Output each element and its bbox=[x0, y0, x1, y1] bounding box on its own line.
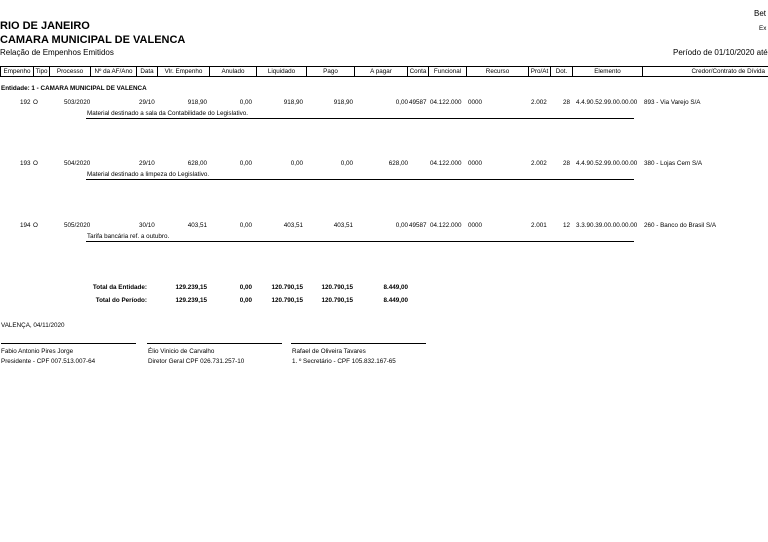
conta: 49587 bbox=[409, 99, 427, 106]
historico: Tarifa bancária ref. a outubro. bbox=[87, 233, 170, 240]
empenho: 194 bbox=[20, 222, 31, 229]
elemento: 4.4.90.52.99.00.00.00 bbox=[576, 160, 638, 167]
anulado: 0,00 bbox=[239, 222, 252, 229]
pago: 918,90 bbox=[333, 99, 353, 106]
total-liquidado: 120.790,15 bbox=[271, 284, 303, 291]
data: 30/10 bbox=[139, 222, 155, 229]
recurso: 0000 bbox=[468, 99, 483, 106]
total-anulado: 0,00 bbox=[239, 284, 252, 291]
total-vlr: 129.239,15 bbox=[175, 284, 207, 291]
signature-name: Élio Vinicio de Carvalho bbox=[148, 348, 215, 355]
period-label: Período de 01/10/2020 até bbox=[673, 48, 768, 57]
credor: 893 - Via Varejo S/A bbox=[644, 99, 701, 106]
credor: 380 - Lojas Cem S/A bbox=[644, 160, 703, 167]
col-dot: Dot. bbox=[551, 67, 573, 76]
vlr-empenho: 628,00 bbox=[187, 160, 207, 167]
row-divider bbox=[86, 179, 634, 180]
vlr-empenho: 918,90 bbox=[187, 99, 207, 106]
col-processo: Processo bbox=[50, 67, 91, 76]
total-label: Total da Entidade: bbox=[92, 284, 147, 291]
row-divider bbox=[86, 241, 634, 242]
proat: 2.002 bbox=[531, 99, 547, 106]
funcional: 04.122.000 bbox=[430, 222, 462, 229]
col-anulado: Anulado bbox=[210, 67, 257, 76]
empenho: 193 bbox=[20, 160, 31, 167]
liquidado: 0,00 bbox=[290, 160, 303, 167]
liquidado: 918,90 bbox=[283, 99, 303, 106]
signature-role: Diretor Geral CPF 026.731.257-10 bbox=[148, 358, 245, 365]
recurso: 0000 bbox=[468, 160, 483, 167]
processo: 505/2020 bbox=[64, 222, 91, 229]
col-elemento: Elemento bbox=[573, 67, 643, 76]
signature-line bbox=[1, 343, 136, 344]
col-recurso: Recurso bbox=[467, 67, 529, 76]
pago: 403,51 bbox=[333, 222, 353, 229]
dot: 28 bbox=[563, 99, 571, 106]
historico: Material destinado a sala da Contabilidade do Legislativo. bbox=[87, 110, 249, 117]
tipo: O bbox=[33, 222, 38, 229]
col-data: Data bbox=[137, 67, 158, 76]
total-vlr: 129.239,15 bbox=[175, 297, 207, 304]
column-header-row bbox=[0, 66, 768, 77]
apagar: 0,00 bbox=[395, 222, 408, 229]
total-apagar: 8.449,00 bbox=[383, 297, 408, 304]
tipo: O bbox=[33, 99, 38, 106]
col-credor: Credor/Contrato de Dívida bbox=[691, 68, 765, 75]
signature-role: 1. º Secretário - CPF 105.832.167-65 bbox=[292, 358, 396, 365]
signature-line bbox=[147, 343, 282, 344]
processo: 503/2020 bbox=[64, 99, 91, 106]
col-tipo: Tipo bbox=[34, 67, 50, 76]
apagar: 628,00 bbox=[388, 160, 408, 167]
total-label: Total do Período: bbox=[95, 297, 147, 304]
signature-role: Presidente - CPF 007.513.007-64 bbox=[1, 358, 96, 365]
total-anulado: 0,00 bbox=[239, 297, 252, 304]
apagar: 0,00 bbox=[395, 99, 408, 106]
state-title: RIO DE JANEIRO bbox=[0, 20, 90, 32]
credor: 260 - Banco do Brasil S/A bbox=[644, 222, 717, 229]
processo: 504/2020 bbox=[64, 160, 91, 167]
elemento: 3.3.90.39.00.00.00.00 bbox=[576, 222, 638, 229]
signature-line bbox=[291, 343, 426, 344]
elemento: 4.4.90.52.99.00.00.00 bbox=[576, 99, 638, 106]
col-funcional: Funcional bbox=[429, 67, 467, 76]
col-liquidado: Liquidado bbox=[257, 67, 307, 76]
dot: 28 bbox=[563, 160, 571, 167]
conta: 49587 bbox=[409, 222, 427, 229]
total-apagar: 8.449,00 bbox=[383, 284, 408, 291]
tipo: O bbox=[33, 160, 38, 167]
col-af: Nº da AF/Ano bbox=[91, 67, 137, 76]
vlr-empenho: 403,51 bbox=[187, 222, 207, 229]
total-liquidado: 120.790,15 bbox=[271, 297, 303, 304]
pago: 0,00 bbox=[340, 160, 353, 167]
col-conta: Conta bbox=[408, 67, 429, 76]
entity-title: CAMARA MUNICIPAL DE VALENCA bbox=[0, 34, 186, 46]
data: 29/10 bbox=[139, 160, 155, 167]
col-vlr-empenho: Vlr. Empenho bbox=[158, 67, 210, 76]
liquidado: 403,51 bbox=[283, 222, 303, 229]
anulado: 0,00 bbox=[239, 99, 252, 106]
historico: Material destinado a limpeza do Legislativo. bbox=[87, 171, 210, 178]
top-right-label: Bet bbox=[754, 9, 767, 18]
funcional: 04.122.000 bbox=[430, 99, 462, 106]
col-empenho: Empenho bbox=[1, 67, 34, 76]
report-title: Relação de Empenhos Emitidos bbox=[0, 48, 114, 57]
total-pago: 120.790,15 bbox=[321, 297, 353, 304]
entity-line: Entidade: 1 - CAMARA MUNICIPAL DE VALENCA bbox=[1, 85, 147, 92]
top-right-sub: Ex bbox=[759, 25, 767, 32]
recurso: 0000 bbox=[468, 222, 483, 229]
place-date: VALENÇA, 04/11/2020 bbox=[1, 322, 65, 329]
anulado: 0,00 bbox=[239, 160, 252, 167]
total-pago: 120.790,15 bbox=[321, 284, 353, 291]
row-divider bbox=[86, 118, 634, 119]
col-apagar: A pagar bbox=[355, 67, 408, 76]
empenho: 192 bbox=[20, 99, 31, 106]
col-proat: Pro/At bbox=[529, 67, 551, 76]
col-pago: Pago bbox=[307, 67, 355, 76]
signature-name: Fabio Antonio Pires Jorge bbox=[1, 348, 74, 355]
proat: 2.001 bbox=[531, 222, 547, 229]
data: 29/10 bbox=[139, 99, 155, 106]
dot: 12 bbox=[563, 222, 571, 229]
funcional: 04.122.000 bbox=[430, 160, 462, 167]
proat: 2.002 bbox=[531, 160, 547, 167]
signature-name: Rafael de Oliveira Tavares bbox=[292, 348, 366, 355]
